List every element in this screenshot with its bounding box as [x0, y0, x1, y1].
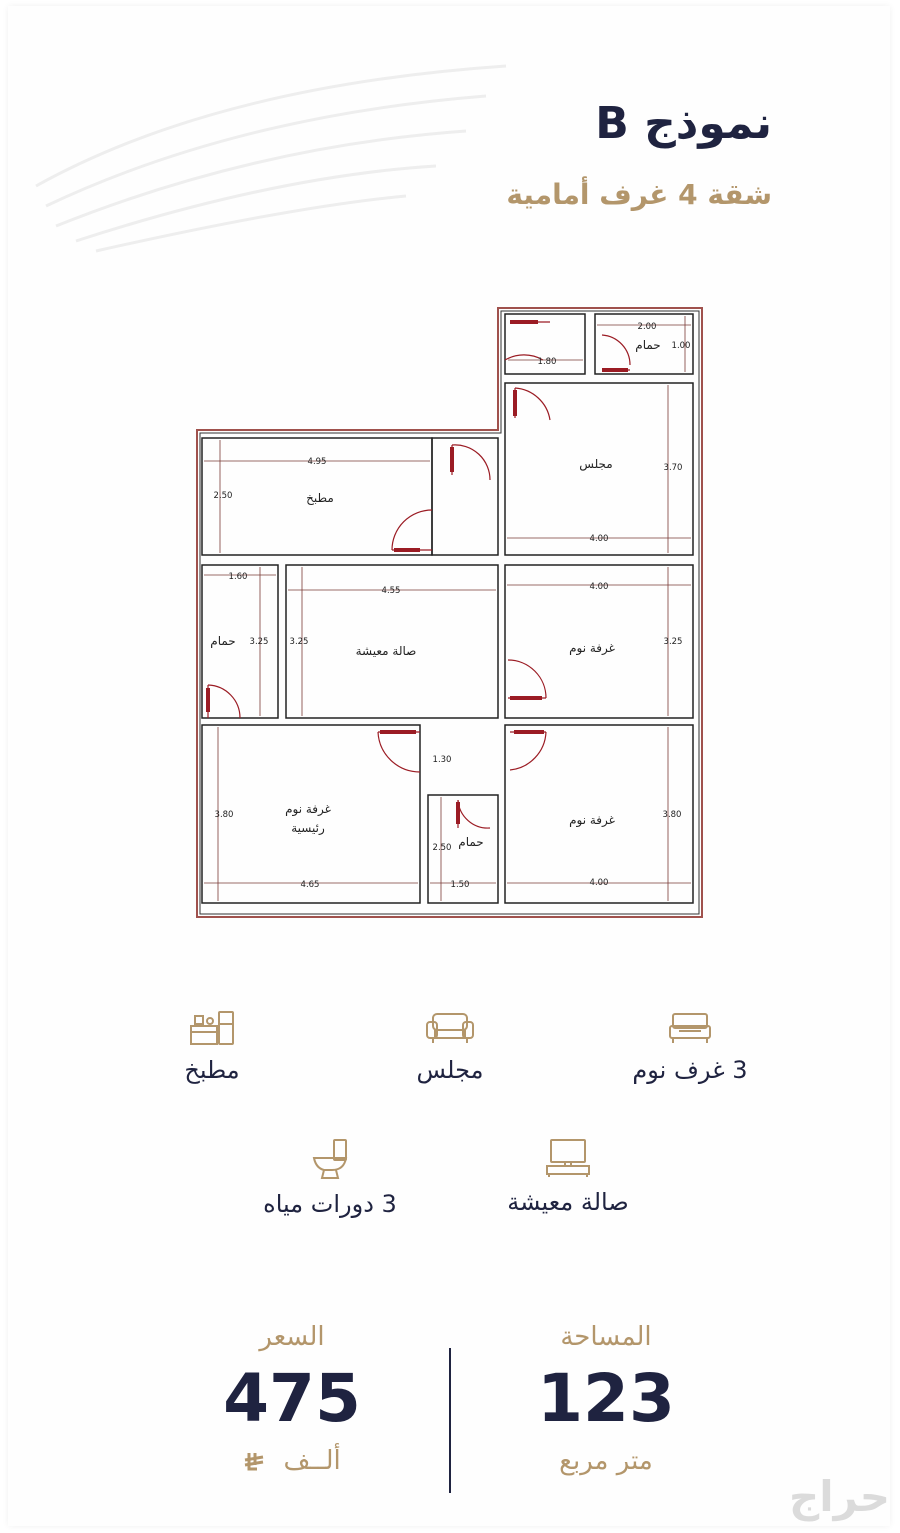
dim-kitchen-h: 2.50 — [213, 491, 233, 501]
dim-kitchen-w: 4.95 — [307, 457, 327, 467]
price-value: 475 — [223, 1360, 361, 1437]
model-title: نموذج B — [595, 98, 772, 149]
area-stat — [476, 1322, 736, 1476]
label-master-line1: غرفة نوم — [285, 802, 331, 816]
area-value: 123 — [537, 1360, 675, 1437]
label-master-line2: رئيسية — [291, 821, 325, 835]
dim-bedroom1-h: 3.25 — [663, 637, 683, 647]
price-stat — [162, 1322, 422, 1476]
haraj-watermark: حراج — [788, 1472, 890, 1521]
feature-majlis-label: مجلس — [416, 1056, 484, 1084]
feature-kitchen — [102, 1010, 322, 1084]
dim-master-w: 4.65 — [300, 880, 320, 890]
price-unit — [162, 1446, 422, 1476]
price-label: السعر — [259, 1322, 325, 1352]
dim-master-h: 3.80 — [214, 810, 234, 820]
dim-corridor-w: 1.30 — [432, 755, 452, 765]
dim-bath-bottom-w: 1.50 — [450, 880, 470, 890]
feature-living-label: صالة معيشة — [507, 1188, 629, 1216]
kitchen-icon — [187, 1010, 237, 1046]
decorative-wing-icon — [16, 46, 516, 266]
dim-majlis-w: 4.00 — [589, 534, 609, 544]
feature-kitchen-label: مطبخ — [184, 1056, 240, 1084]
model-subtitle: شقة 4 غرف أمامية — [506, 178, 772, 211]
feature-majlis — [340, 1010, 560, 1084]
dim-living-h: 3.25 — [289, 637, 309, 647]
sofa-icon — [425, 1010, 475, 1046]
area-unit: متر مربع — [559, 1446, 653, 1476]
feature-toilets — [220, 1138, 440, 1218]
dim-bedroom2-w: 4.00 — [589, 878, 609, 888]
tv-icon — [545, 1138, 591, 1178]
label-living: صالة معيشة — [355, 644, 417, 658]
label-majlis: مجلس — [579, 457, 613, 471]
dim-bath-left-h: 3.25 — [249, 637, 269, 647]
dim-bedroom2-h: 3.80 — [662, 810, 682, 820]
label-bedroom-2: غرفة نوم — [569, 813, 615, 827]
dim-bath-bottom-h: 2.50 — [432, 843, 452, 853]
dim-bath-top-w: 2.00 — [637, 322, 657, 332]
stats-divider — [449, 1348, 451, 1493]
feature-living — [458, 1138, 678, 1216]
floor-plan-svg — [190, 300, 710, 925]
label-bedroom-1: غرفة نوم — [569, 641, 615, 655]
dim-entry-w: 1.80 — [537, 357, 557, 367]
price-unit-text: ألــف — [283, 1446, 341, 1476]
label-bath-bottom: حمام — [458, 835, 484, 849]
bed-icon — [667, 1010, 713, 1046]
feature-toilets-label: 3 دورات مياه — [263, 1190, 397, 1218]
label-kitchen: مطبخ — [306, 491, 334, 505]
dim-bedroom1-w: 4.00 — [589, 582, 609, 592]
feature-bedrooms — [580, 1010, 800, 1084]
dim-majlis-h: 3.70 — [663, 463, 683, 473]
dim-bath-left-w: 1.60 — [228, 572, 248, 582]
feature-bedrooms-label: 3 غرف نوم — [632, 1056, 748, 1084]
toilet-icon — [310, 1138, 350, 1180]
label-bath-left: حمام — [210, 634, 236, 648]
riyal-icon — [243, 1451, 269, 1473]
label-bath-top: حمام — [635, 338, 661, 352]
floor-plan — [190, 300, 710, 925]
area-label: المساحة — [560, 1322, 652, 1352]
dim-bath-top-h: 1.00 — [671, 341, 691, 351]
dim-living-w: 4.55 — [381, 586, 401, 596]
